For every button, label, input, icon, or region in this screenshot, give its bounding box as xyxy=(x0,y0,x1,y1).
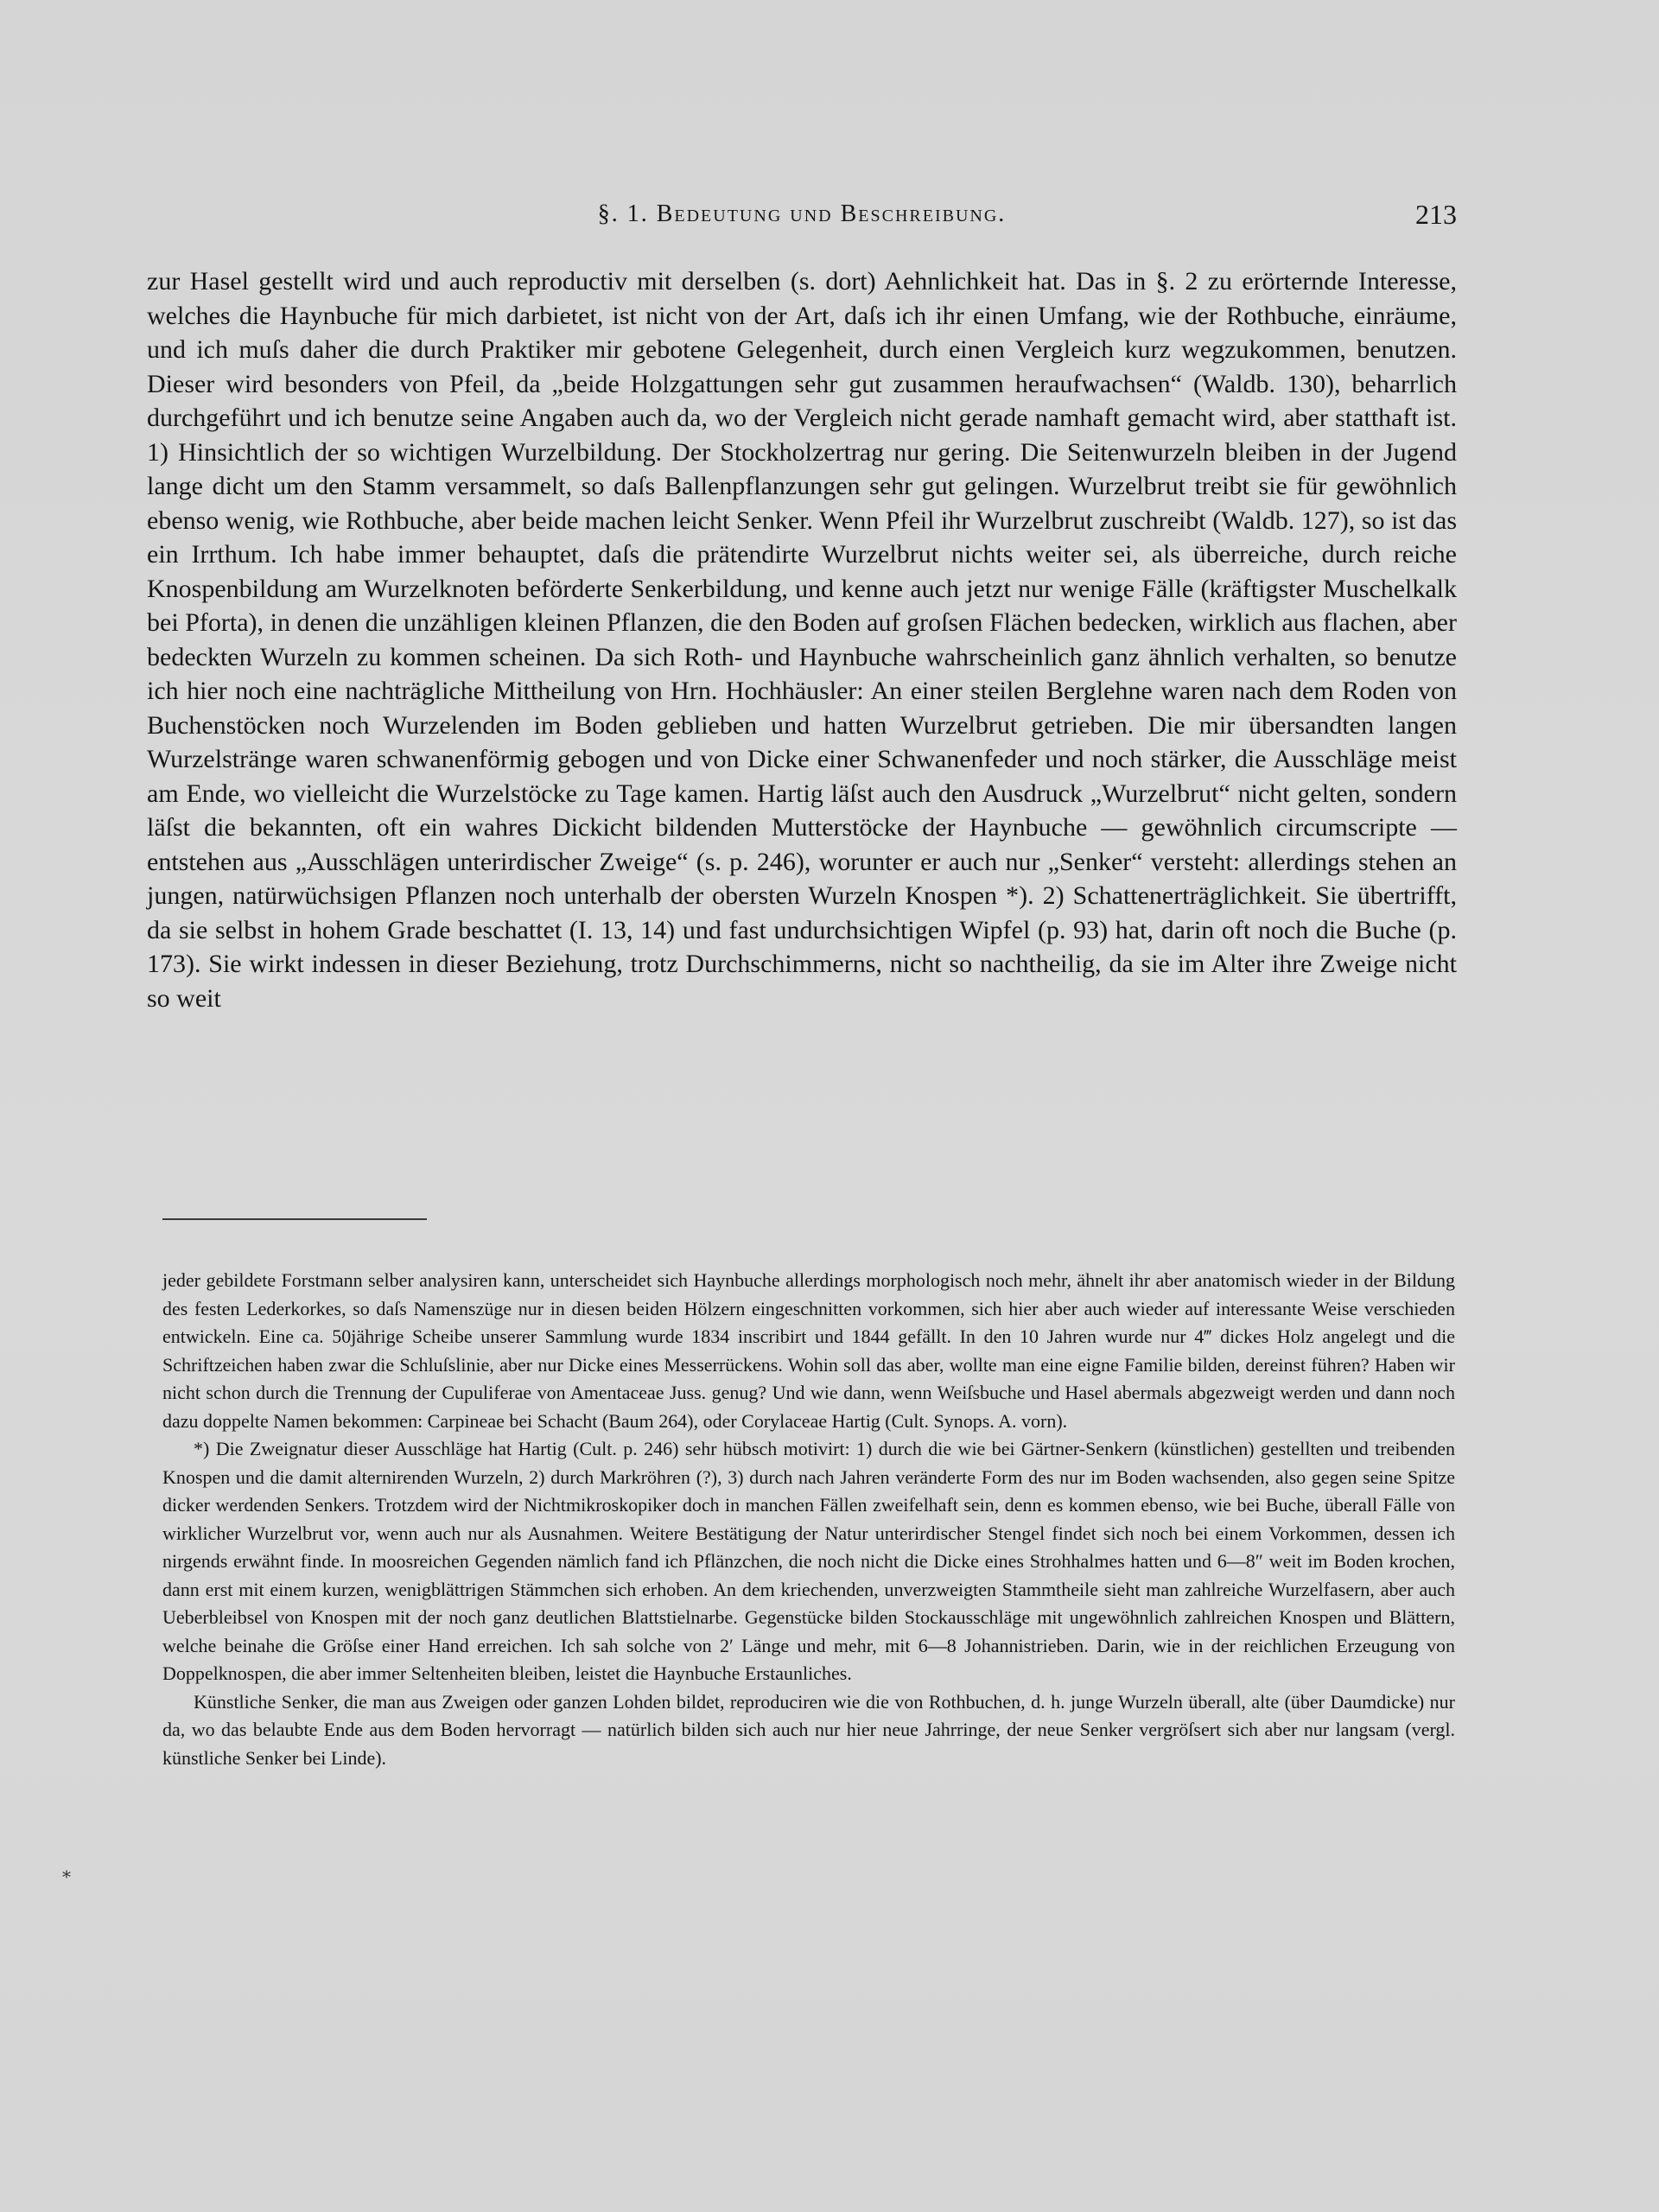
running-head xyxy=(147,200,1457,238)
margin-mark: * xyxy=(62,1866,71,1887)
footnote-continuation: jeder gebildete Forstmann selber analysiren kann, unterscheidet sich Haynbuche allerdings morphologisch noch mehr, ähnelt ihr aber anatomisch wieder in der Bildung des festen Lederkorkes, so daſs Namenszüge nur in diesen beiden Hölzern eingeschnitten vorkommen, sich hier aber auch wieder auf interessante Weise verschieden entwickeln. Eine ca. 50jährige Scheibe unserer Sammlung wurde 1834 inscribirt und 1844 gefällt. In den 10 Jahren wurde nur 4‴ dickes Holz angelegt und die Schriftzeichen haben zwar die Schluſslinie, aber nur Dicke eines Messerrückens. Wohin soll das aber, wollte man eine eigne Familie bilden, dereinst führen? Haben wir nicht schon durch die Trennung der Cupuliferae von Amentaceae Juss. genug? Und wie dann, wenn Weiſsbuche und Hasel abermals abgezweigt werden und dann noch dazu doppelte Namen bekommen: Carpineae bei Schacht (Baum 264), oder Corylaceae Hartig (Cult. Synops. A. vorn). xyxy=(162,1269,1455,1432)
footnotes-block xyxy=(162,1267,1455,1772)
footnote-kuenstliche-senker: Künstliche Senker, die man aus Zweigen oder ganzen Lohden bildet, reproduciren wie die von Rothbuchen, d. h. junge Wurzeln überall, alte (über Daumdicke) nur da, wo das belaubte Ende aus dem Boden hervorragt — natürlich bilden sich auch nur hier neue Jahrringe, der neue Senker vergröſsert sich aber nur langsam (vergl. künstliche Senker bei Linde). xyxy=(162,1690,1455,1769)
footnote-asterisk: *) Die Zweignatur dieser Ausschläge hat Hartig (Cult. p. 246) sehr hübsch motivirt: 1) durch die wie bei Gärtner-Senkern (künstlichen) gestellten und treibenden Knospen und die damit alternirenden Wurzeln, 2) durch Markröhren (?), 3) durch nach Jahren veränderte Form des nur im Boden wachsenden, also gegen seine Spitze dicker werdenden Senkers. Trotzdem wird der Nichtmikroskopiker doch in manchen Fällen zweifelhaft sein, denn es kommen ebenso, wie bei Buche, überall Fälle von wirklicher Wurzelbrut vor, wenn auch nur als Ausnahmen. Weitere Bestätigung der Natur unterirdischer Stengel findet sich noch bei einem Vorkommen, dessen ich nirgends erwähnt finde. In moosreichen Gegenden nämlich fand ich Pflänzchen, die noch nicht die Dicke eines Strohhalmes hatten und 6—8″ weit im Boden krochen, dann erst mit einem kurzen, wenigblättrigen Stämmchen sich erhoben. An dem kriechenden, unverzweigten Stammtheile sieht man zahlreiche Wurzelfasern, aber auch Ueberbleibsel von Knospen mit der noch ganz deutlichen Blattstielnarbe. Gegenstücke bilden Stockausschläge mit ungewöhnlich zahlreichen Knospen und Blättern, welche beinahe die Gröſse einer Hand erreichen. Ich sah solche von 2′ Länge und mehr, mit 6—8 Johannistrieben. Darin, wie in der reichlichen Erzeugung von Doppelknospen, die aber immer Seltenheiten bleiben, leistet die Haynbuche Erstaunliches. xyxy=(162,1438,1455,1684)
main-paragraph: zur Hasel gestellt wird und auch reproductiv mit derselben (s. dort) Aehnlichkeit hat. Das in §. 2 zu erörternde Interesse, welches die Haynbuche für mich darbietet, ist nicht von der Art, daſs ich ihr einen Umfang, wie der Rothbuche, einräume, und ich muſs daher die durch Praktiker mir gebotene Gelegenheit, durch einen Vergleich kurz wegzukommen, benutzen. Dieser wird besonders von Pfeil, da „beide Holzgattungen sehr gut zusammen heraufwachsen“ (Waldb. 130), beharrlich durchgeführt und ich benutze seine Angaben auch da, wo der Vergleich nicht gerade namhaft gemacht wird, aber statthaft ist. 1) Hinsichtlich der so wichtigen Wurzelbildung. Der Stockholzertrag nur gering. Die Seitenwurzeln bleiben in der Jugend lange dicht um den Stamm versammelt, so daſs Ballenpflanzungen sehr gut gelingen. Wurzelbrut treibt sie für gewöhnlich ebenso wenig, wie Rothbuche, aber beide machen leicht Senker. Wenn Pfeil ihr Wurzelbrut zuschreibt (Waldb. 127), so ist das ein Irrthum. Ich habe immer behauptet, daſs die prätendirte Wurzelbrut nichts weiter sei, als überreiche, durch reiche Knospenbildung am Wurzelknoten beförderte Senkerbildung, und kenne auch jetzt nur wenige Fälle (kräftigster Muschelkalk bei Pforta), in denen die unzähligen kleinen Pflanzen, die den Boden auf groſsen Flächen bedecken, wirklich aus flachen, aber bedeckten Wurzeln zu kommen scheinen. Da sich Roth- und Haynbuche wahrscheinlich ganz ähnlich verhalten, so benutze ich hier noch eine nachträgliche Mittheilung von Hrn. Hochhäusler: An einer steilen Berglehne waren nach dem Roden von Buchenstöcken noch Wurzelenden im Boden geblieben und hatten Wurzelbrut getrieben. Die mir übersandten langen Wurzelstränge waren schwanenförmig gebogen und von Dicke einer Schwanenfeder und noch stärker, die Ausschläge meist am Ende, wo vielleicht die Wurzelstöcke zu Tage kamen. Hartig läſst auch den Ausdruck „Wurzelbrut“ nicht gelten, sondern läſst die bekannten, oft ein wahres Dickicht bildenden Mutterstöcke der Haynbuche — gewöhnlich circumscripte — entstehen aus „Ausschlägen unterirdischer Zweige“ (s. p. 246), worunter er auch nur „Senker“ versteht: allerdings stehen an jungen, natürwüchsigen Pflanzen noch unterhalb der obersten Wurzeln Knospen *). 2) Schattenerträglichkeit. Sie übertrifft, da sie selbst in hohem Grade beschattet (I. 13, 14) und fast undurchsichtigen Wipfel (p. 93) hat, darin oft noch die Buche (p. 173). Sie wirkt indessen in dieser Beziehung, trotz Durchschimmerns, nicht so nachtheilig, da sie im Alter ihre Zweige nicht so weit xyxy=(147,267,1457,1013)
footnote-separator xyxy=(162,1218,427,1220)
section-title: §. 1. Bedeutung und Beschreibung. xyxy=(597,200,1007,227)
main-text-block xyxy=(147,264,1457,1015)
page-number: 213 xyxy=(1415,199,1457,230)
